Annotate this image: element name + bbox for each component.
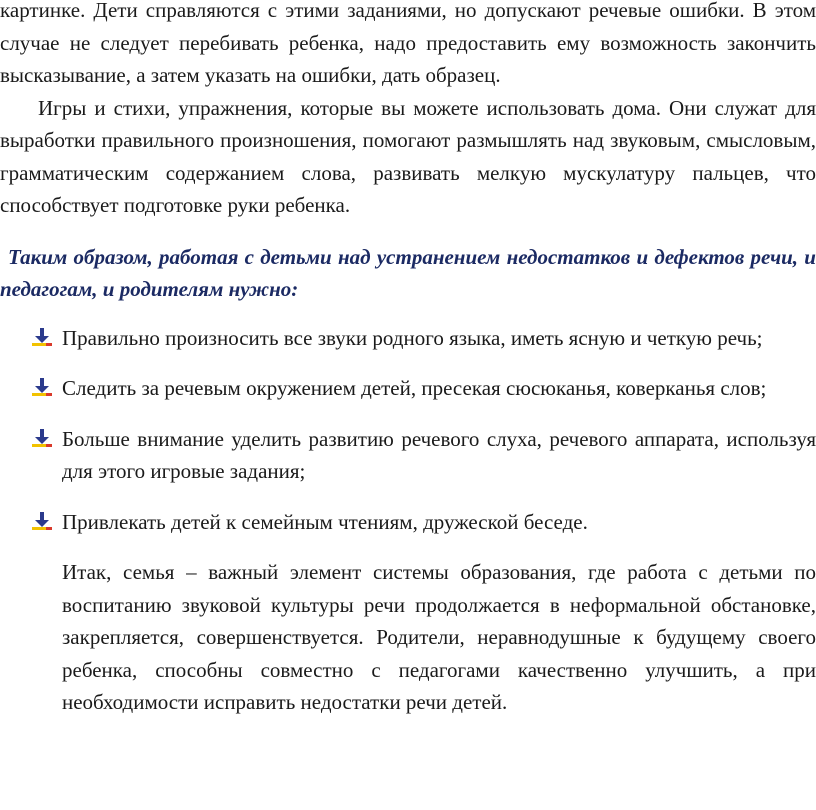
list-item-text: Следить за речевым окружением детей, пресекая сюсюканья, коверканья слов; bbox=[62, 376, 767, 400]
arrow-down-bullet-icon bbox=[32, 429, 52, 449]
list-item bbox=[0, 372, 816, 405]
recommendations-list bbox=[0, 322, 816, 539]
list-item bbox=[0, 506, 816, 539]
arrow-down-bullet-icon bbox=[32, 378, 52, 398]
list-item-text: Привлекать детей к семейным чтениям, дружеской беседе. bbox=[62, 509, 588, 534]
paragraph-speech-errors: картинке. Дети справляются с этими заданиями, но допускают речевые ошибки. В этом случае не следует перебивать ребенка, надо предоставить ему возможность закончить высказывание, а затем указать на ошибки, дать образец. bbox=[0, 0, 816, 87]
conclusion-heading: Таким образом, работая с детьми над устранением недостатков и дефектов речи, и педагогам, и родителям нужно: bbox=[0, 244, 816, 301]
list-item-text: Больше внимание уделить развитию речевого слуха, речевого аппарата, используя для этого игровые задания; bbox=[62, 426, 816, 483]
arrow-down-bullet-icon bbox=[32, 328, 52, 348]
list-item-text: Правильно произносить все звуки родного языка, иметь ясную и четкую речь; bbox=[62, 325, 763, 350]
list-item bbox=[0, 322, 816, 355]
paragraph-games-and-poems: Игры и стихи, упражнения, которые вы можете использовать дома. Они служат для выработки правильного произношения, помогают размышлять над звуковым, смысловым, грамматическим содержанием слова, развивать мелкую мускулатуру пальцев, что способствует подготовке руки ребенка. bbox=[0, 95, 816, 217]
list-item bbox=[0, 423, 816, 488]
closing-paragraph: Итак, семья – важный элемент системы образования, где работа с детьми по воспитанию звуковой культуры речи продолжается в неформальной обстановке, закрепляется, совершенствуется. Родители, неравнодушные к будущему своего ребенка, способны совместно с педагогами качественно улучшить, а при необходимости исправить недостатки речи детей. bbox=[62, 560, 816, 714]
arrow-down-bullet-icon bbox=[32, 512, 52, 532]
